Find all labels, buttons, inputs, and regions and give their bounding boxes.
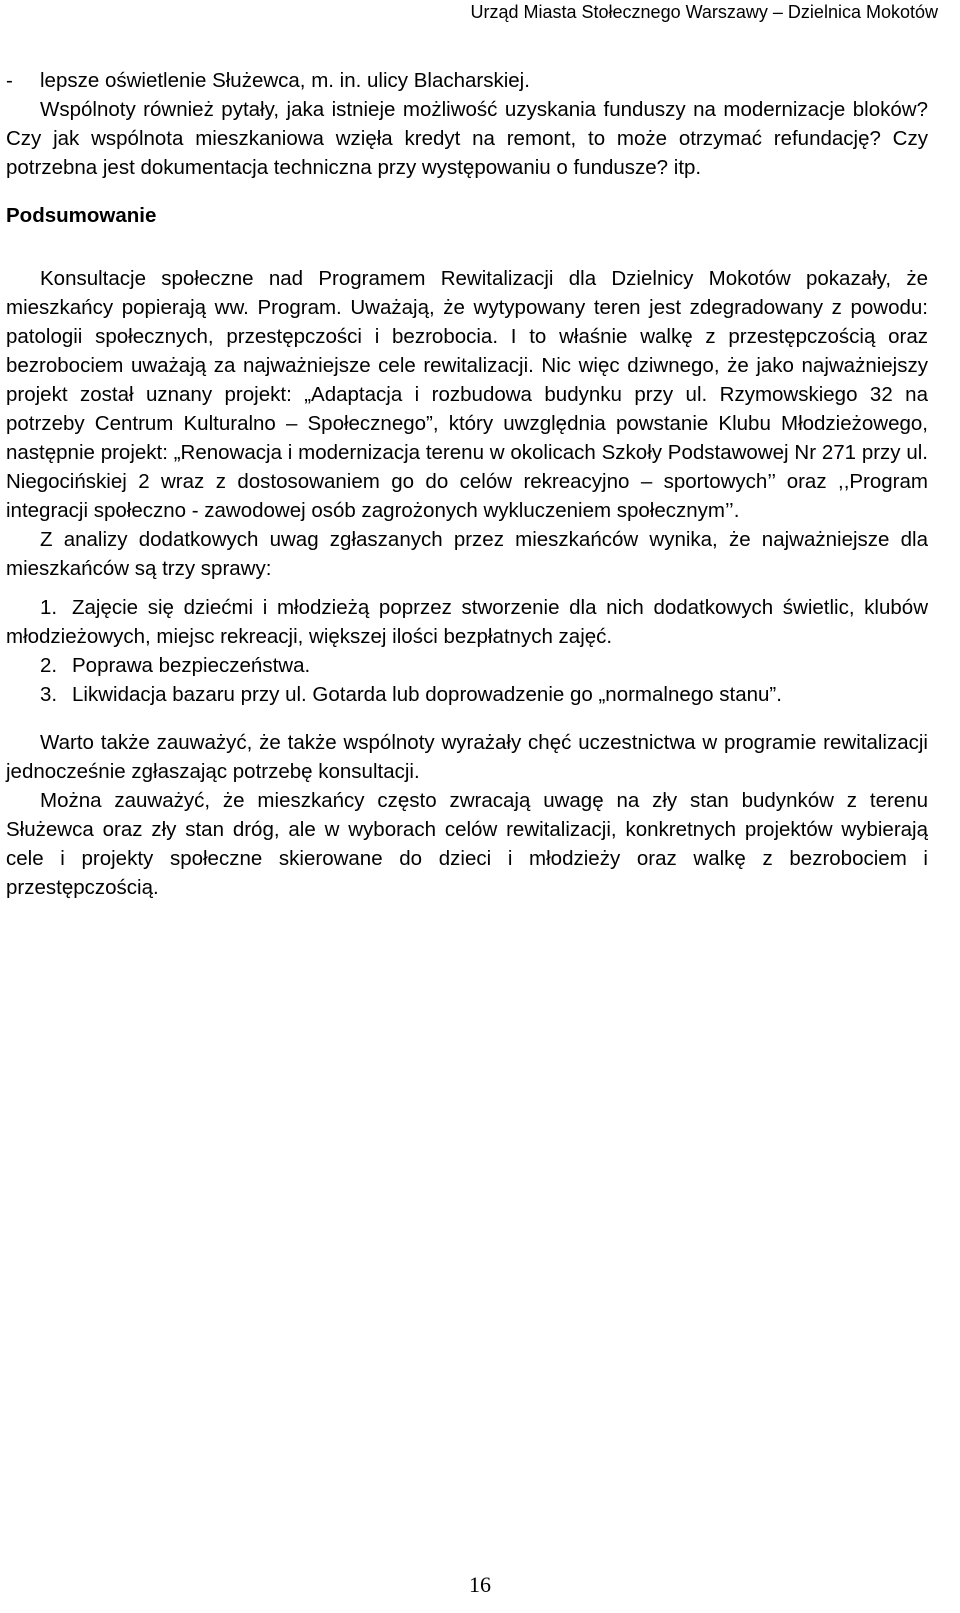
page-number: 16 [469, 1572, 491, 1597]
list-text: Zajęcie się dziećmi i młodzieżą poprzez stworzenie dla nich dodatkowych świetlic, klubów młodzieżowych, miejsc rekreacji, większej ilości bezpłatnych zajęć. [6, 596, 928, 648]
paragraph-analysis: Z analizy dodatkowych uwag zgłaszanych przez mieszkańców wynika, że najważniejsze dla mieszkańców są trzy sprawy: [6, 528, 928, 580]
document-body [6, 66, 928, 902]
list-item [6, 593, 928, 651]
list-number: 1. [40, 596, 58, 619]
page-header [0, 0, 960, 24]
paragraph-funding-questions: Wspólnoty również pytały, jaka istnieje możliwość uzyskania funduszy na modernizacje bloków? Czy jak wspólnota mieszkaniowa wzięła kredyt na remont, to może otrzymać refundację? Czy potrzebna jest dokumentacja techniczna przy występowaniu o fundusze? itp. [6, 98, 928, 179]
bullet-text: lepsze oświetlenie Służewca, m. in. ulicy Blacharskiej. [40, 69, 530, 92]
priority-list [6, 593, 928, 709]
list-text: Poprawa bezpieczeństwa. [72, 654, 311, 677]
list-item [6, 680, 928, 709]
paragraph-conclusion: Można zauważyć, że mieszkańcy często zwracają uwagę na zły stan budynków z terenu Służewca oraz zły stan dróg, ale w wyborach celów rewitalizacji, konkretnych projektów wybierają cele i projekty społeczne skierowane do dzieci i młodzieży oraz walkę z bezrobociem i przestępczością. [6, 789, 928, 899]
list-item [6, 651, 928, 680]
header-text: Urząd Miasta Stołecznego Warszawy – Dzielnica Mokotów [470, 2, 938, 22]
paragraph-communities: Warto także zauważyć, że także wspólnoty wyrażały chęć uczestnictwa w programie rewitalizacji jednocześnie zgłaszając potrzebę konsultacji. [6, 731, 928, 783]
bullet-dash: - [6, 69, 13, 92]
paragraph-summary: Konsultacje społeczne nad Programem Rewitalizacji dla Dzielnicy Mokotów pokazały, że mieszkańcy popierają ww. Program. Uważają, że wytypowany teren jest zdegradowany z powodu: patologii społecznych, przestępczości i bezrobocia. I to właśnie walkę z przestępczością oraz bezrobociem uważają za najważniejsze cele rewitalizacji. Nic więc dziwnego, że jako najważniejszy projekt został uznany projekt: „Adaptacja i rozbudowa budynku przy ul. Rzymowskiego 32 na potrzeby Centrum Kulturalno – Społecznego”, który uwzględnia powstanie Klubu Młodzieżowego, następnie projekt: „Renowacja i modernizacja terenu w okolicach Szkoły Podstawowej Nr 271 przy ul. Niegocińskiej 2 wraz z dostosowaniem go do celów rekreacyjno – sportowych’’ oraz ,,Program integracji społeczno - zawodowej osób zagrożonych wykluczeniem społecznym’’. [6, 267, 928, 522]
section-heading: Podsumowanie [6, 204, 157, 227]
list-number: 3. [40, 683, 58, 706]
list-number: 2. [40, 654, 58, 677]
bullet-item [6, 66, 928, 95]
list-text: Likwidacja bazaru przy ul. Gotarda lub doprowadzenie go „normalnego stanu”. [72, 683, 782, 706]
